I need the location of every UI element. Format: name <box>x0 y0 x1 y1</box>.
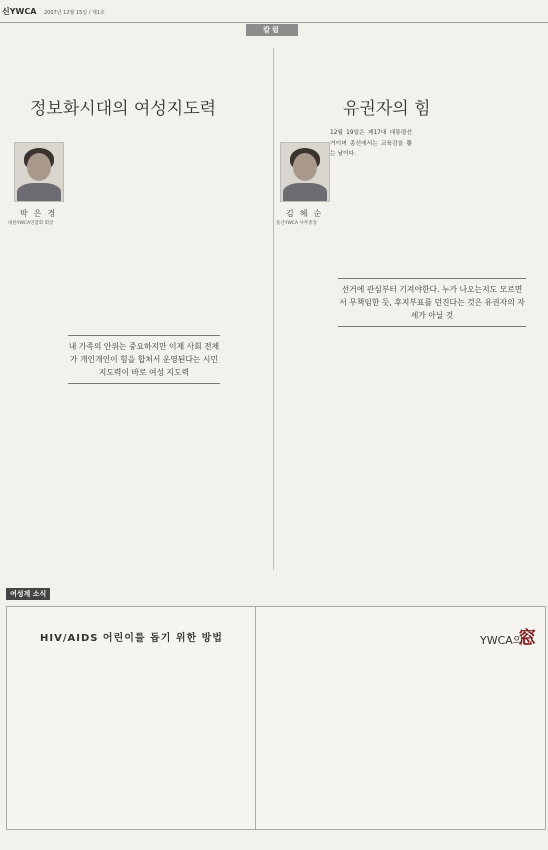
hiv-aids-list-left <box>14 656 124 824</box>
article1-pull-quote: 내 가족의 안위는 중요하지만 이제 사회 전체가 개인개인이 힘을 합쳐서 운영된다는 시민 지도력이 바로 여성 지도력 <box>68 335 220 384</box>
article1-column-1 <box>64 128 120 228</box>
article2-column-2 <box>278 232 336 552</box>
article1-column-2 <box>6 232 64 572</box>
ywca-window-char: 窓 <box>518 628 536 649</box>
article2-pull-quote: 선거에 관심부터 기져야한다. 누가 나오는지도 모르면서 무책임한 듯, 후지부표를 던진다는 것은 유권자의 자세가 아닐 것 <box>338 278 526 327</box>
article-divider <box>273 48 274 570</box>
author2-photo <box>280 142 330 202</box>
article1-column-3 <box>68 232 126 332</box>
article1-title: 정보화시대의 여성지도력 <box>30 99 217 119</box>
hiv-aids-list-right <box>130 656 248 824</box>
author1-role: 대한YWCA연합회 회장 <box>8 221 54 226</box>
article2-lead: 12월 19일은 제17대 대통령선거이며 총선에서는 교육감을 뽑는 날이다. <box>330 130 412 157</box>
ywca-news-label: 여성계 소식 <box>6 588 50 600</box>
section-tab: 칼럼 <box>246 24 298 36</box>
author2-role: 울산YWCA 사무총장 <box>276 221 317 226</box>
hiv-aids-title: HIV/AIDS 어린이를 돕기 위한 방법 <box>40 633 223 644</box>
masthead: 신YWCA <box>2 7 37 16</box>
article2-column-4 <box>412 130 542 570</box>
ywca-window-title: YWCA의 <box>480 634 524 647</box>
author1-photo <box>14 142 64 202</box>
author1-name: 박은경 <box>20 209 62 218</box>
author2-name: 김혜순 <box>286 209 328 218</box>
ywca-window-text <box>262 660 538 824</box>
header-rule <box>0 22 548 23</box>
issue-meta: 2007년 12월 15일 / 제1호 <box>44 10 105 16</box>
article2-title: 유권자의 힘 <box>343 99 431 119</box>
